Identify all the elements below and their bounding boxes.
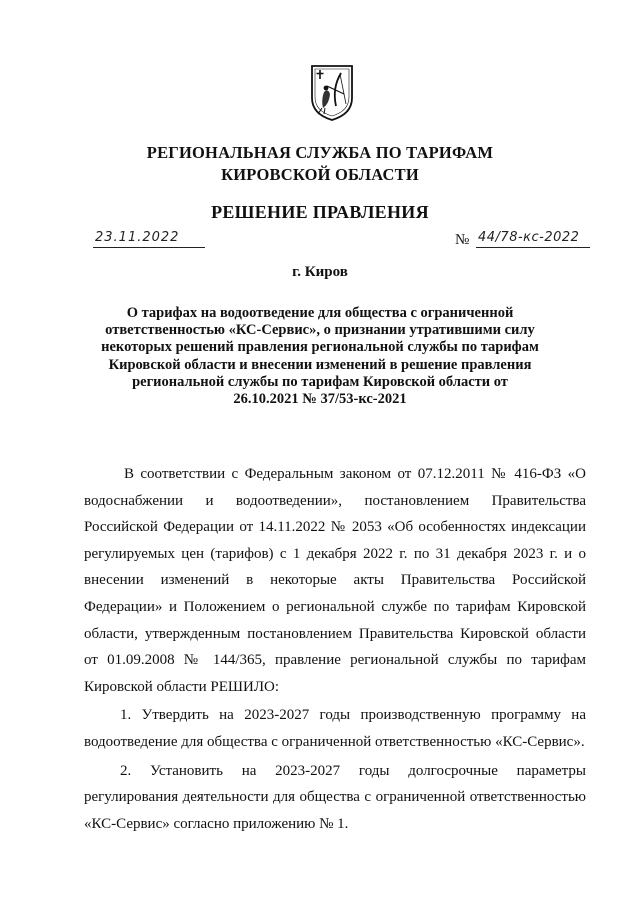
subject-line: региональной службы по тарифам Кировской области от bbox=[132, 373, 508, 390]
document-number-field bbox=[476, 231, 590, 248]
organization-name-line1: РЕГИОНАЛЬНАЯ СЛУЖБА ПО ТАРИФАМ bbox=[146, 143, 494, 162]
preamble-paragraph: В соответствии с Федеральным законом от 07.12.2011 № 416-ФЗ «О водоснабжении и водоотведении», постановлением Правительства Российской Федерации от 14.11.2022 № 2053 «Об особенностях индексации регулируемых цен (тарифов) с 1 декабря 2022 г. по 31 декабря 2023 г. и о внесении изменений в некоторые акты Правительства Российской Федерации» и Положением о региональной службе по тарифам Кировской области, утвержденным постановлением Правительства Кировской области от 01.09.2008 № 144/365, правление региональной службы по тарифам Кировской области РЕШИЛО: bbox=[84, 466, 586, 695]
decision-item-2: 2. Установить на 2023-2027 годы долгосрочные параметры регулирования деятельности для общества с ограниченной ответственностью «КС-Сервис» согласно приложению № 1. bbox=[84, 762, 586, 832]
subject-line: О тарифах на водоотведение для общества с ограниченной bbox=[126, 305, 514, 321]
document-body bbox=[84, 461, 586, 839]
handwritten-date: 23.11.2022 bbox=[95, 230, 180, 245]
document-title: РЕШЕНИЕ ПРАВЛЕНИЯ bbox=[211, 202, 429, 222]
handwritten-number: 44/78-кс-2022 bbox=[478, 230, 580, 245]
subject-line: некоторых решений правления региональной службы по тарифам bbox=[101, 339, 539, 356]
document-subject bbox=[100, 305, 540, 408]
subject-line: Кировской области и внесении изменений в решение правления bbox=[108, 356, 532, 373]
document-city: г. Киров bbox=[292, 264, 348, 280]
decision-item-1: 1. Утвердить на 2023-2027 годы производственную программу на водоотведение для общества с ограниченной ответственностью «КС-Сервис». bbox=[84, 707, 586, 750]
kirov-region-coat-of-arms-icon bbox=[310, 64, 354, 122]
document-date-field bbox=[93, 231, 205, 248]
subject-line: ответственностью «КС-Сервис», о признании утратившими силу bbox=[105, 322, 535, 339]
subject-line: 26.10.2021 № 37/53-кс-2021 bbox=[233, 391, 407, 408]
number-label: № bbox=[455, 232, 470, 248]
organization-name-line2: КИРОВСКОЙ ОБЛАСТИ bbox=[221, 165, 419, 184]
